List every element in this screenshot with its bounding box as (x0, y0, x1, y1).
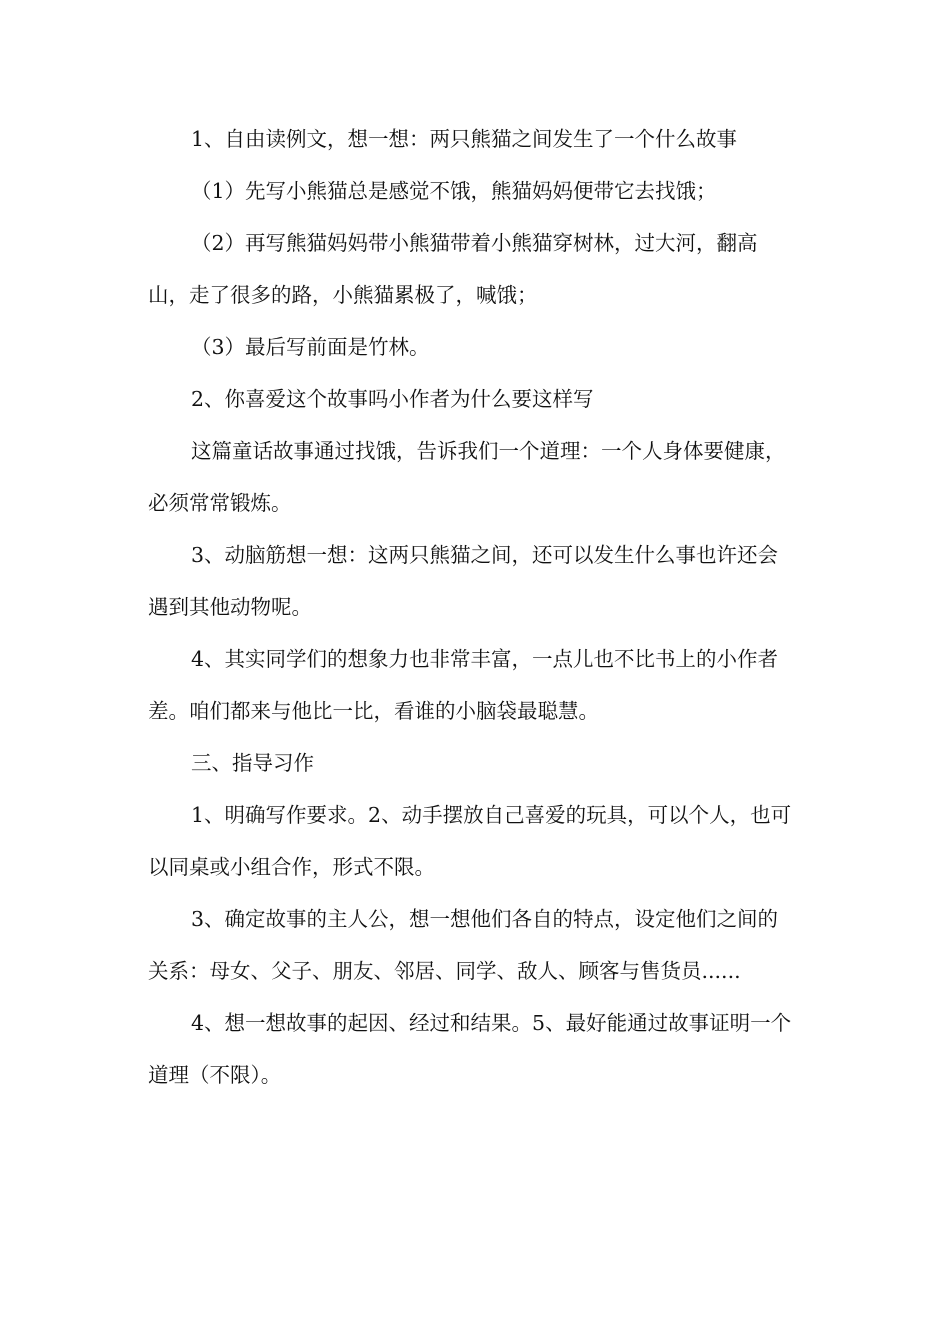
paragraph-story-step-1: （1）先写小熊猫总是感觉不饿，熊猫妈妈便带它去找饿； (191, 179, 717, 203)
paragraph-imagine: 3、动脑筋想一想：这两只熊猫之间，还可以发生什么事也许还会遇到其他动物呢。 (148, 543, 779, 619)
section-heading: 三、指导习作 (191, 751, 314, 775)
paragraph-story-step-3: （3）最后写前面是竹林。 (191, 335, 430, 359)
paragraph-story-step-2: （2）再写熊猫妈妈带小熊猫带着小熊猫穿树林，过大河，翻高山，走了很多的路，小熊猫累极了，喊饿； (148, 231, 758, 307)
paragraph-compare: 4、其实同学们的想象力也非常丰富，一点儿也不比书上的小作者差。咱们都来与他比一比，看谁的小脑袋最聪慧。 (148, 647, 779, 723)
paragraph-moral: 这篇童话故事通过找饿，告诉我们一个道理：一个人身体要健康，必须常常锻炼。 (148, 439, 786, 515)
paragraph-requirements: 1、明确写作要求。2、动手摆放自己喜爱的玩具，可以个人，也可以同桌或小组合作，形式不限。 (148, 803, 792, 879)
paragraph-plot: 4、想一想故事的起因、经过和结果。5、最好能通过故事证明一个道理（不限）。 (148, 1011, 792, 1087)
document-body (148, 113, 798, 1101)
paragraph-reading-task: 1、自由读例文，想一想：两只熊猫之间发生了一个什么故事 (191, 127, 738, 151)
paragraph-characters: 3、确定故事的主人公，想一想他们各自的特点，设定他们之间的关系：母女、父子、朋友、邻居、同学、敌人、顾客与售货员...... (148, 907, 779, 983)
paragraph-question: 2、你喜爱这个故事吗小作者为什么要这样写 (191, 387, 594, 411)
